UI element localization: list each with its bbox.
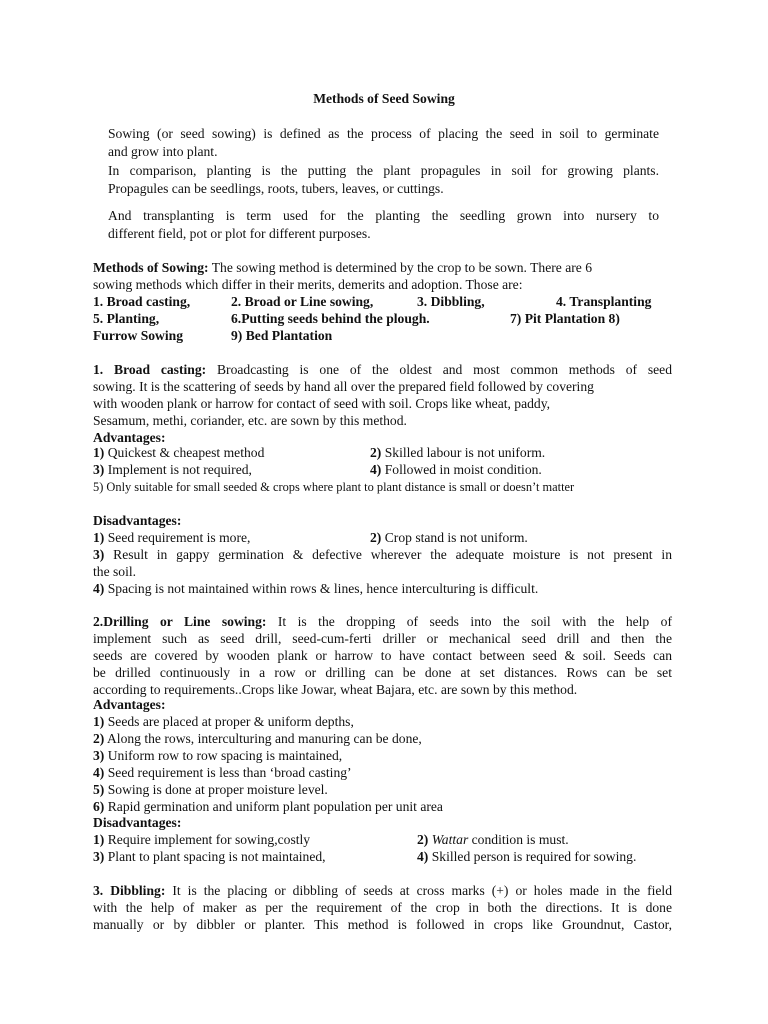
advantage-item: 2) Along the rows, interculturing and manuring can be done, [93, 731, 422, 746]
broadcasting-line: sowing. It is the scattering of seeds by hand all over the prepared field followed by covering [93, 379, 594, 394]
intro-p3-line1: And transplanting is term used for the planting the seedling grown into nursery to [108, 208, 659, 223]
disadvantage-item: 3) Result in gappy germination & defective wherever the adequate moisture is not present in [93, 547, 672, 562]
drilling-line1: 2.Drilling or Line sowing: It is the dropping of seeds into the soil with the help of [93, 614, 672, 629]
advantage-item: 5) Sowing is done at proper moisture level. [93, 782, 328, 797]
methods-line2: sowing methods which differ in their merits, demerits and adoption. Those are: [93, 277, 523, 292]
advantage-item: 6) Rapid germination and uniform plant population per unit area [93, 799, 443, 814]
broadcasting-heading: 1. Broad casting: [93, 362, 207, 377]
broadcasting-line: with wooden plank or harrow for contact of seed with soil. Crops like wheat, paddy, [93, 396, 551, 411]
intro-p3-line2: different field, pot or plot for different purposes. [108, 226, 371, 241]
advantage-item: 1) Seeds are placed at proper & uniform depths, [93, 714, 354, 729]
broadcasting-line1: 1. Broad casting: Broadcasting is one of the oldest and most common methods of seed [93, 362, 672, 377]
advantage-item: 5) Only suitable for small seeded & crops where plant to plant distance is small or doesn’t matter [93, 480, 575, 494]
broadcasting-disadvantages-heading: Disadvantages: [93, 513, 182, 528]
disadvantage-item: 1) Require implement for sowing,costly [93, 832, 311, 847]
disadvantage-item: 2) Crop stand is not uniform. [370, 530, 528, 545]
disadvantage-item: 4) Skilled person is required for sowing. [417, 849, 637, 864]
method-item: 7) Pit Plantation 8) [510, 311, 620, 326]
dibbling-line: manually or by dibbler or planter. This method is followed in crops like Groundnut, Castor, [93, 917, 672, 932]
method-item: 3. Dibbling, [417, 294, 485, 309]
method-item: 1. Broad casting, [93, 294, 191, 309]
drilling-heading: 2.Drilling or Line sowing: [93, 614, 267, 629]
method-item: 4. Transplanting [556, 294, 652, 309]
method-item: 2. Broad or Line sowing, [231, 294, 374, 309]
intro-p2-line1: In comparison, planting is the putting the plant propagules in soil for growing plants. [108, 163, 659, 178]
intro-p1-line2: and grow into plant. [108, 144, 218, 159]
advantage-item: 4) Followed in moist condition. [370, 462, 542, 477]
advantage-item: 1) Quickest & cheapest method [93, 445, 265, 460]
drilling-line: seeds are covered by wooden plank or harrow to have contact between seed & soil. Seeds can [93, 648, 672, 663]
method-item: 5. Planting, [93, 311, 160, 326]
drilling-advantages-heading: Advantages: [93, 697, 166, 712]
advantage-item: 2) Skilled labour is not uniform. [370, 445, 546, 460]
drilling-line: implement such as seed drill, seed-cum-ferti driller or mechanical seed drill and then the [93, 631, 672, 646]
dibbling-line: with the help of maker as per the requirement of the crop in both the directions. It is done [93, 900, 672, 915]
advantage-item: 3) Implement is not required, [93, 462, 252, 477]
advantage-item: 3) Uniform row to row spacing is maintained, [93, 748, 343, 763]
drilling-line: according to requirements..Crops like Jowar, wheat Bajara, etc. are sown by this method. [93, 682, 578, 697]
document-title: Methods of Seed Sowing [313, 91, 455, 106]
disadvantage-item: 4) Spacing is not maintained within rows & lines, hence interculturing is difficult. [93, 581, 539, 596]
disadvantage-item-cont: the soil. [93, 564, 137, 579]
broadcasting-advantages-heading: Advantages: [93, 430, 166, 445]
dibbling-line1: 3. Dibbling: It is the placing or dibbling of seeds at cross marks (+) or holes made in the field [93, 883, 672, 898]
advantage-item: 4) Seed requirement is less than ‘broad casting’ [93, 765, 352, 780]
disadvantage-item: 2) Wattar condition is must. [417, 832, 569, 847]
method-item: 9) Bed Plantation [231, 328, 333, 343]
disadvantage-item: 3) Plant to plant spacing is not maintained, [93, 849, 326, 864]
method-item: 6.Putting seeds behind the plough. [231, 311, 430, 326]
methods-heading: Methods of Sowing: [93, 260, 209, 275]
intro-p2-line2: Propagules can be seedlings, roots, tubers, leaves, or cuttings. [108, 181, 444, 196]
drilling-disadvantages-heading: Disadvantages: [93, 815, 182, 830]
methods-line1: Methods of Sowing: The sowing method is determined by the crop to be sown. There are 6 [93, 260, 592, 275]
disadvantage-item: 1) Seed requirement is more, [93, 530, 251, 545]
method-item: Furrow Sowing [93, 328, 184, 343]
drilling-line: be drilled continuously in a row or drilling can be done at set distances. Rows can be set [93, 665, 672, 680]
broadcasting-line: Sesamum, methi, coriander, etc. are sown by this method. [93, 413, 407, 428]
intro-p1-line1: Sowing (or seed sowing) is defined as the process of placing the seed in soil to germinate [108, 126, 659, 141]
dibbling-heading: 3. Dibbling: [93, 883, 166, 898]
